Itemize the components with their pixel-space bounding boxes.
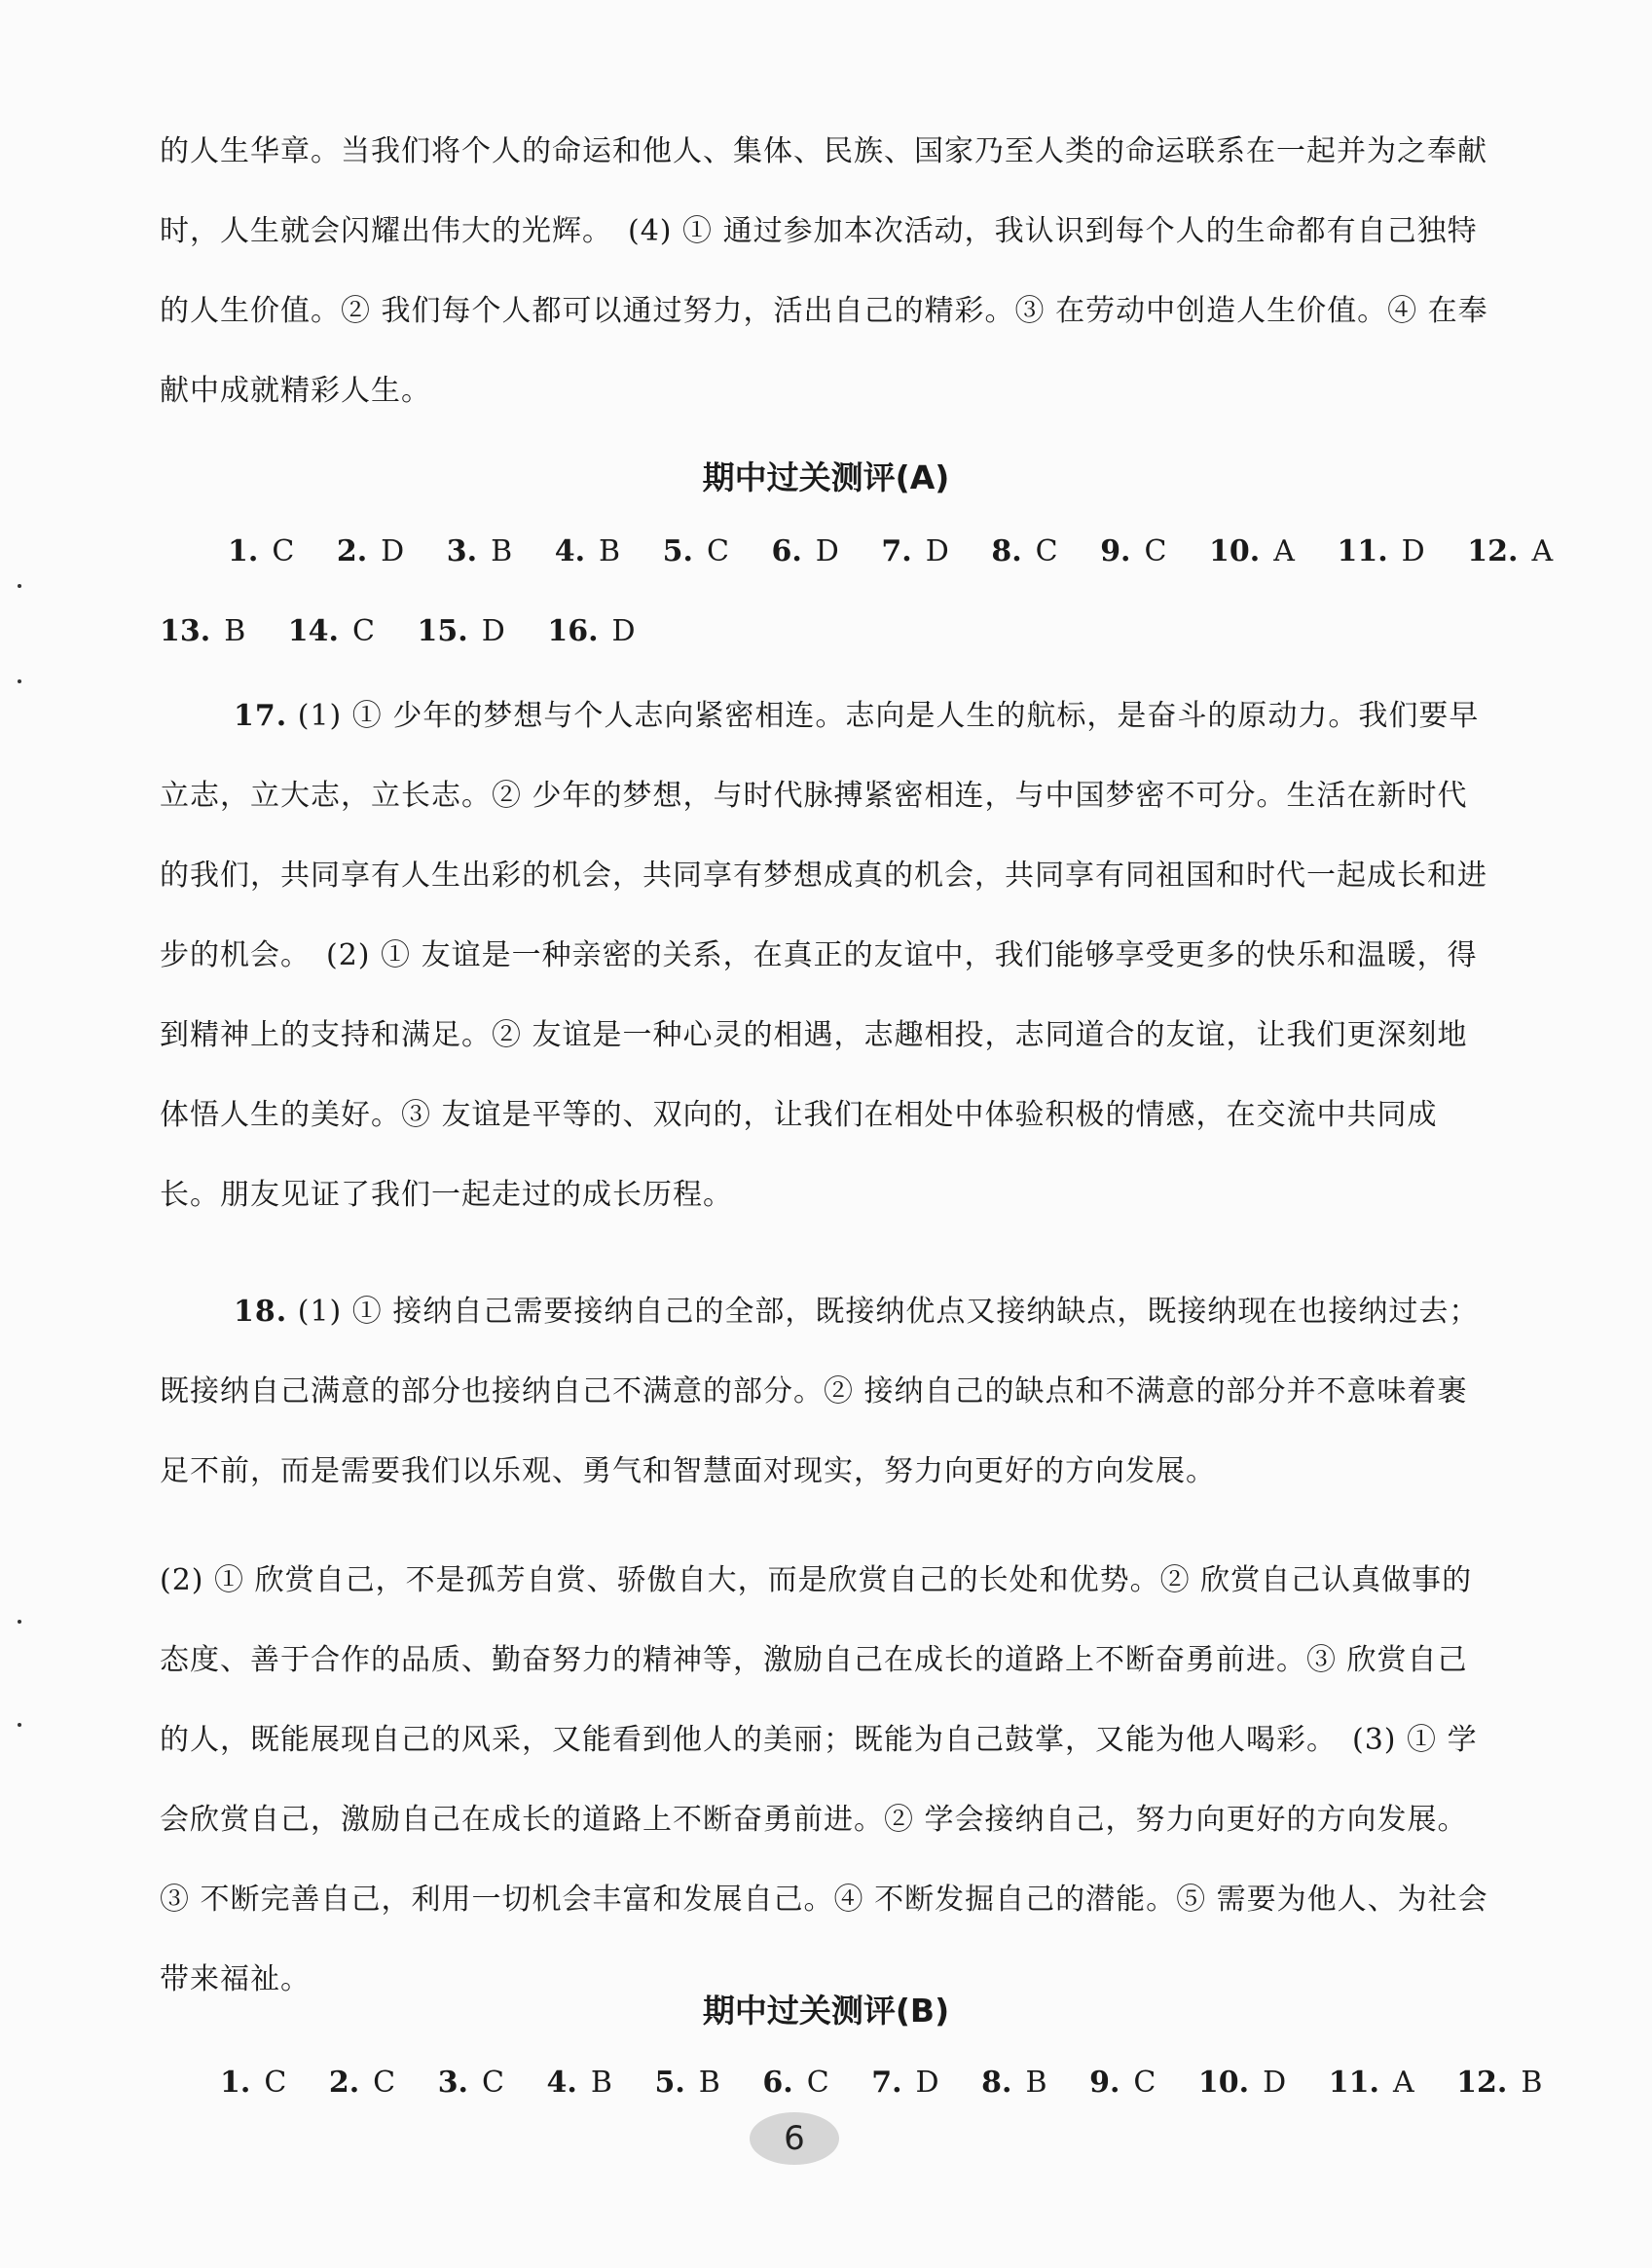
answer-row <box>160 512 1554 592</box>
margin-dot <box>18 1620 21 1624</box>
margin-dot <box>18 679 21 683</box>
answer-paragraph: (2) ① 欣赏自己，不是孤芳自赏、骄傲自大，而是欣赏自己的长处和优势。② 欣赏自己认真做事的态度、善于合作的品质、勤奋努力的精神等，激励自己在成长的道路上不断奋勇前进。③ 欣赏自己的人，既能展现自己的风采，又能看到他人的美丽；既能为自己鼓掌，又能为他人喝彩。 (3) ① 学会欣赏自己，激励自己在成长的道路上不断奋勇前进。② 学会接纳自己，努力向更好的方向发展。③ 不断完善自己，利用一切机会丰富和发展自己。④ 不断发掘自己的潜能。⑤ 需要为他人、为社会带来福祉。 <box>160 1563 1488 1996</box>
answer-item: 9. C <box>1089 2066 1156 2100</box>
answer-item: 12. A <box>1467 534 1554 568</box>
answer-item: 13. B <box>160 614 246 648</box>
answer-item: 6. C <box>762 2066 829 2100</box>
answer-item: 1. C <box>220 2066 287 2100</box>
answer-item: 11. A <box>1328 2066 1414 2100</box>
section-b-title: 期中过关测评(B) <box>702 1992 950 2030</box>
answer-item: 16. D <box>547 614 636 648</box>
answer-item: 10. D <box>1197 2066 1287 2100</box>
answer-paragraph <box>160 1272 1493 1512</box>
answer-item: 3. B <box>446 534 513 568</box>
section-a-title: 期中过关测评(A) <box>702 458 950 496</box>
answer-item: 12. B <box>1456 2066 1543 2100</box>
answer-item: 7. D <box>871 2066 939 2100</box>
answer-item: 8. C <box>991 534 1058 568</box>
question-number: 17. <box>234 699 288 733</box>
answer-text: (1) ① 接纳自己需要接纳自己的全部，既接纳优点又接纳缺点，既接纳现在也接纳过去；既接纳自己满意的部分也接纳自己不满意的部分。② 接纳自己的缺点和不满意的部分并不意味着裹足不前，而是需要我们以乐观、勇气和智慧面对现实，努力向更好的方向发展。 <box>160 1295 1480 1488</box>
answer-item: 5. C <box>662 534 729 568</box>
answer-item: 15. D <box>417 614 505 648</box>
answer-text: (1) ① 少年的梦想与个人志向紧密相连。志向是人生的航标，是奋斗的原动力。我们要早立志，立大志，立长志。② 少年的梦想，与时代脉搏紧密相连，与中国梦密不可分。生活在新时代的我们，共同享有人生出彩的机会，共同享有梦想成真的机会，共同享有同祖国和时代一起成长和进步的机会。 (2) ① 友谊是一种亲密的关系，在真正的友谊中，我们能够享受更多的快乐和温暖，得到精神上的支持和满足。② 友谊是一种心灵的相遇，志趣相投，志同道合的友谊，让我们更深刻地体悟人生的美好。③ 友谊是平等的、双向的，让我们在相处中体验积极的情感，在交流中共同成长。朋友见证了我们一起走过的成长历程。 <box>160 699 1487 1212</box>
answer-item: 4. B <box>554 534 621 568</box>
answer-item: 6. D <box>771 534 839 568</box>
intro-text: 的人生华章。当我们将个人的命运和他人、集体、民族、国家乃至人类的命运联系在一起并为之奉献时，人生就会闪耀出伟大的光辉。 (4) ① 通过参加本次活动，我认识到每个人的生命都有自己独特的人生价值。② 我们每个人都可以通过努力，活出自己的精彩。③ 在劳动中创造人生价值。④ 在奉献中成就精彩人生。 <box>160 134 1488 408</box>
answer-item: 9. C <box>1100 534 1167 568</box>
page-number: 6 <box>750 2112 839 2165</box>
answer-item: 2. C <box>328 2066 396 2100</box>
answer-item: 4. B <box>546 2066 612 2100</box>
question-number: 18. <box>234 1295 288 1329</box>
answer-item: 8. B <box>981 2066 1047 2100</box>
answer-item: 10. A <box>1209 534 1295 568</box>
margin-dot <box>18 584 21 588</box>
question-17-answer <box>160 677 1493 1235</box>
intro-paragraph <box>160 112 1493 431</box>
answer-item: 5. B <box>654 2066 720 2100</box>
answer-item: 14. C <box>287 614 375 648</box>
answer-row <box>160 592 1523 672</box>
section-a-answers <box>160 512 1554 672</box>
answer-row <box>220 2043 1583 2123</box>
answer-item: 2. D <box>336 534 405 568</box>
section-b-answers <box>160 2043 1583 2123</box>
answer-item: 11. D <box>1337 534 1425 568</box>
margin-dot <box>18 1723 21 1727</box>
answer-item: 3. C <box>437 2066 504 2100</box>
answer-item: 7. D <box>881 534 949 568</box>
question-18-answer <box>160 1243 1493 2020</box>
answer-item: 1. C <box>228 534 295 568</box>
